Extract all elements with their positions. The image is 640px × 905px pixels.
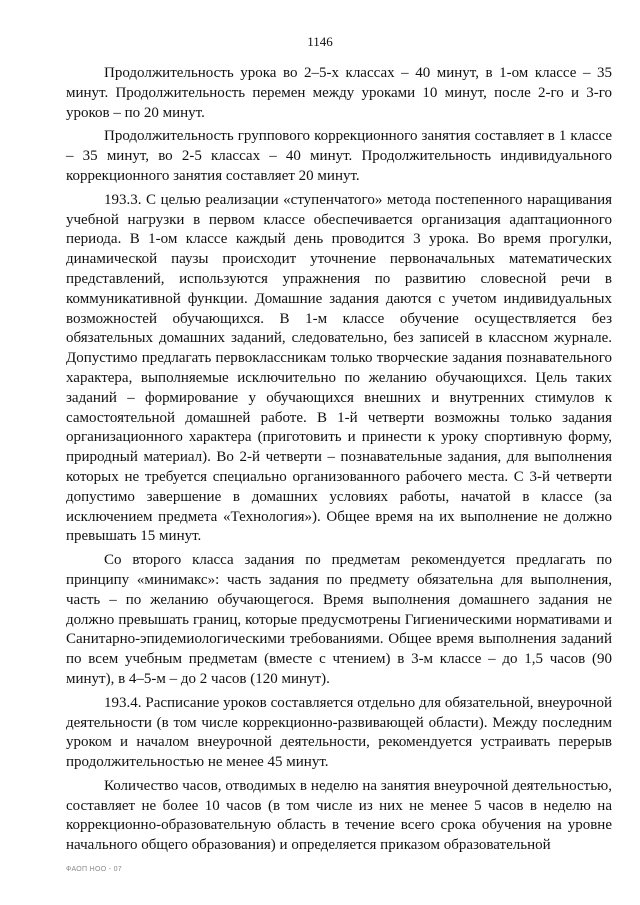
footer-mark: ФАОП НОО - 07 — [66, 866, 122, 873]
paragraph-homework-minimax: Со второго класса задания по предметам рекомендуется предлагать по принципу «минимакс»: часть задания по предмету обязательна для выполнения, часть – по желанию обучающегося. Время выполнения домашнего задания не должно превышать границ, которые предусмотрены Гигиеническими нормативами и Санитарно-эпидемиологическими требованиями. Общее время выполнения заданий по всем учебным предметам (вместе с чтением) в 3-м классе – до 1,5 часов (90 минут), в 4–5-м – до 2 часов (120 минут). — [66, 552, 612, 687]
body-text — [66, 64, 612, 860]
paragraph-193-4: 193.4. Расписание уроков составляется отдельно для обязательной, внеурочной деятельности (в том числе коррекционно-развивающей области). Между последним уроком и началом внеурочной деятельности, рекомендуется устраивать перерыв продолжительностью не менее 45 минут. — [66, 694, 612, 771]
page-number: 1146 — [307, 34, 333, 49]
paragraph-extracurricular-hours: Количество часов, отводимых в неделю на занятия внеурочной деятельностью, составляет не более 10 часов (в том числе из них не менее 5 часов в неделю на коррекционно-образовательную область в течение всего срока обучения на уровне начального общего образования) и определяется приказом образовательной — [66, 777, 612, 854]
paragraph-correction-duration: Продолжительность группового коррекционного занятия составляет в 1 классе – 35 минут, во 2-5 классах – 40 минут. Продолжительность индивидуального коррекционного занятия составляет 20 минут. — [66, 128, 612, 184]
paragraph-193-3: 193.3. С целью реализации «ступенчатого» метода постепенного наращивания учебной нагрузки в первом классе обеспечивается организация адаптационного периода. В 1-ом классе каждый день проводится 3 урока. Во время прогулки, динамической паузы происходит уточнение первоначальных математических представлений, используются упражнения по развитию словесной речи в коммуникативной функции. Домашние задания даются с учетом индивидуальных возможностей обучающихся. В 1-м классе обучение осуществляется без обязательных домашних заданий, следовательно, без записей в классном журнале. Допустимо предлагать первоклассникам только творческие задания познавательного характера, выполняемые исключительно по желанию обучающихся. Цель таких заданий – формирование у обучающихся внешних и внутренних стимулов к самостоятельной домашней работе. В 1-й четверти возможны только задания организационного характера (приготовить и принести к уроку спортивную форму, природный материал). Во 2-й четверти – познавательные задания, для выполнения которых не требуется специально организованного рабочего места. С 3-й четверти допустимо завершение в домашних условиях работы, начатой в классе (за исключением предмета «Технология»). Общее время на их выполнение не должно превышать 15 минут. — [66, 191, 612, 545]
paragraph-lesson-duration: Продолжительность урока во 2–5-х классах – 40 минут, в 1-ом классе – 35 минут. Продолжительность перемен между уроками 10 минут, после 2-го и 3-го уроков – по 20 минут. — [66, 65, 612, 121]
